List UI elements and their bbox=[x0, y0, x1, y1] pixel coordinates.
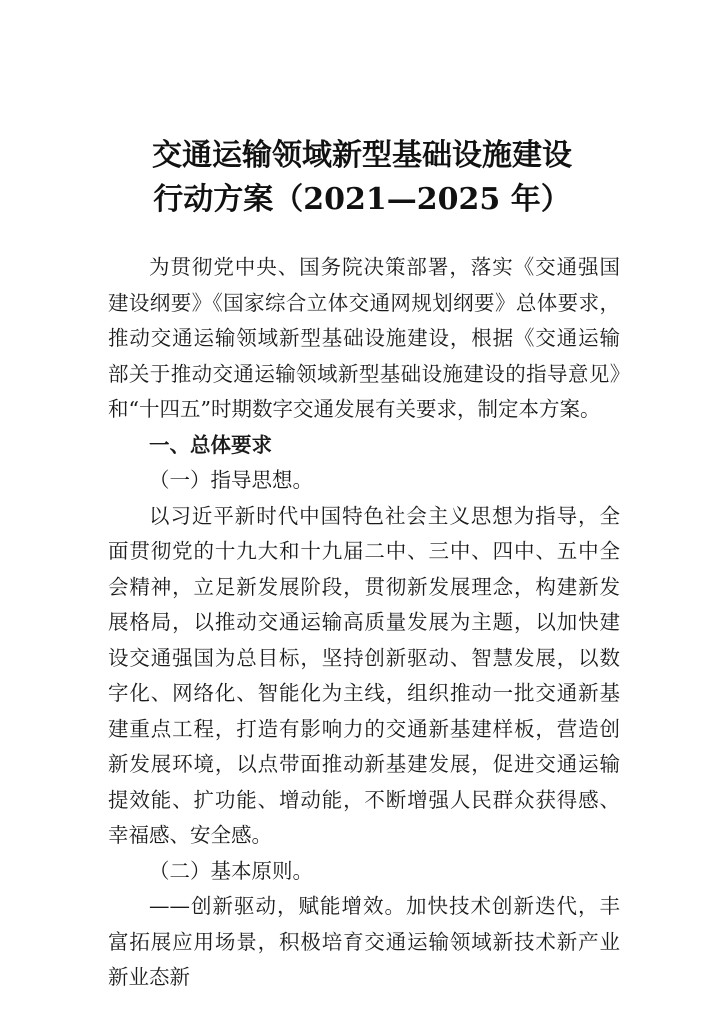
principle-paragraph: ——创新驱动，赋能增效。加快技术创新迭代，丰富拓展应用场景，积极培育交通运输领域新技术新产业新业态新 bbox=[108, 894, 620, 989]
guiding-ideology-paragraph: 以习近平新时代中国特色社会主义思想为指导，全面贯彻党的十九大和十九届二中、三中、四中、五中全会精神，立足新发展阶段，贯彻新发展理念，构建新发展格局，以推动交通运输高质量发展为主题，以加快建设交通强国为总目标，坚持创新驱动、智慧发展，以数字化、网络化、智能化为主线，组织推动一批交通新基建重点工程，打造有影响力的交通新基建样板，营造创新发展环境，以点带面推动新基建发展，促进交通运输提效能、扩功能、增动能，不断增强人民群众获得感、幸福感、安全感。 bbox=[108, 503, 620, 847]
document-title-line-2: 行动方案（2021—2025 年） bbox=[153, 182, 571, 217]
subsection-heading-guiding-ideology: （一）指导思想。 bbox=[149, 468, 313, 492]
section-heading-overall-requirements: 一、总体要求 bbox=[149, 432, 272, 457]
document-title-line-1: 交通运输领域新型基础设施建设 bbox=[152, 138, 572, 173]
subsection-heading-basic-principles: （二）基本原则。 bbox=[149, 858, 313, 883]
intro-paragraph: 为贯彻党中央、国务院决策部署，落实《交通强国建设纲要》《国家综合立体交通网规划纲要》总体要求，推动交通运输领域新型基础设施建设，根据《交通运输部关于推动交通运输领域新型基础设施建设的指导意见》和“十四五”时期数字交通发展有关要求，制定本方案。 bbox=[108, 255, 620, 421]
document-body bbox=[108, 250, 620, 996]
